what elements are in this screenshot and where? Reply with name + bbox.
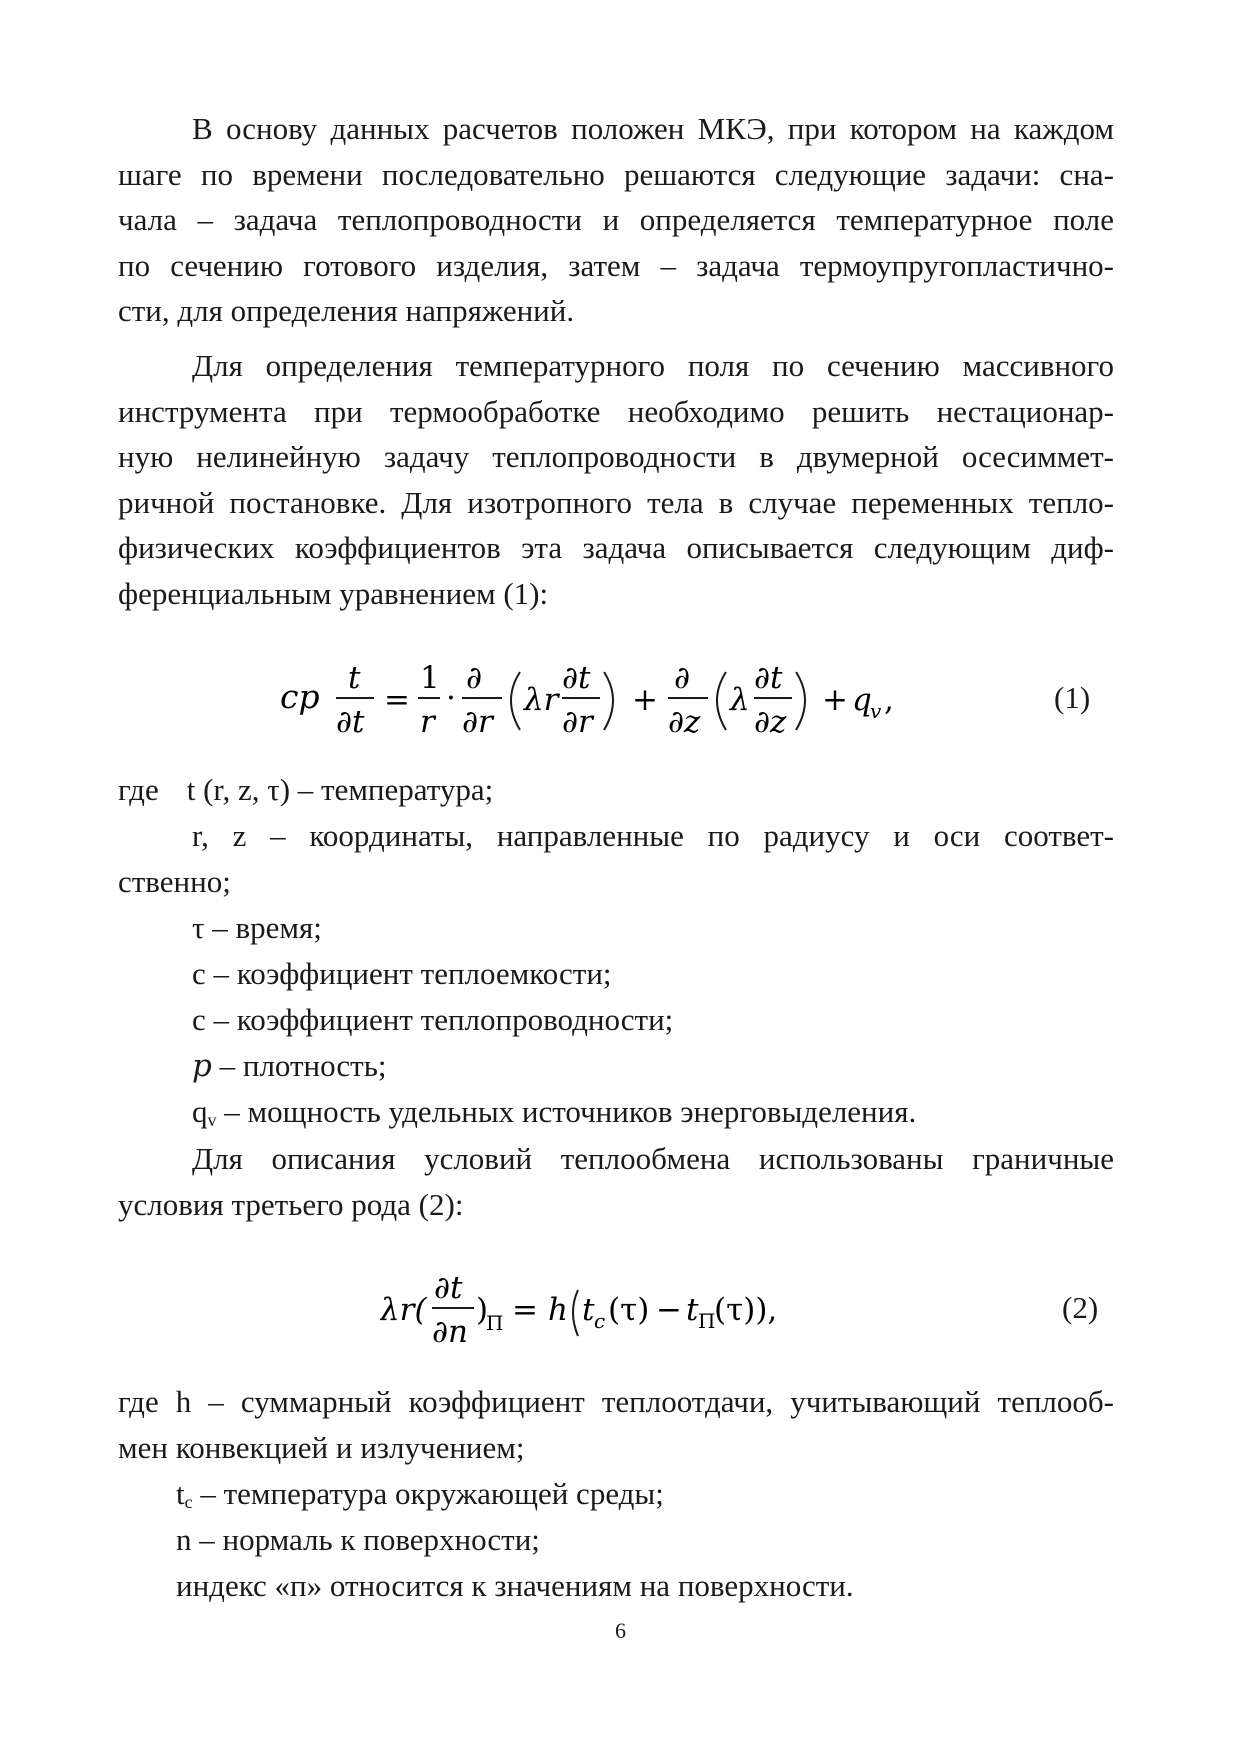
- equation-2-number: (2): [1062, 1290, 1099, 1325]
- paragraph-line: сти, для определения напряжений.: [118, 293, 575, 328]
- eq1-dz-den: ∂z: [754, 704, 787, 740]
- eq1-den-r: r: [420, 704, 435, 740]
- eq1-one: 1: [420, 660, 440, 696]
- paragraph-line: физических коэффициентов эта задача описывается следующим диф-: [118, 530, 1114, 565]
- where-tc-def: [176, 1476, 664, 1512]
- where-t-line: [118, 772, 493, 808]
- eq1-lambda: λ: [730, 682, 750, 718]
- eq1-partial-z: ∂: [674, 660, 691, 696]
- eq2-p-sub: П: [698, 1309, 716, 1333]
- where-qv-def: [192, 1094, 916, 1130]
- eq2-dn: ∂n: [432, 1314, 468, 1350]
- eq1-dr-den: ∂r: [562, 704, 593, 740]
- where-p-def: [192, 1048, 386, 1084]
- tc-def-text: – температура окружающей среды;: [192, 1476, 664, 1511]
- eq2-close-paren: ): [476, 1292, 489, 1328]
- where-c2-def: с – коэффициент теплопроводности;: [192, 1002, 674, 1037]
- p-symbol: p: [192, 1048, 212, 1084]
- eq2-c-sub: c: [594, 1309, 606, 1333]
- where-c-def: с – коэффициент теплоемкости;: [192, 956, 612, 991]
- eq2-t-c: t: [582, 1292, 595, 1328]
- where-h-line2: мен конвекцией и излучением;: [118, 1430, 525, 1465]
- eq1-plus-2: +: [822, 682, 848, 718]
- eq1-q-sub: v: [870, 699, 882, 723]
- qv-subscript: v: [207, 1110, 217, 1130]
- eq2-sub-p: П: [486, 1311, 504, 1335]
- eq1-equals: =: [384, 682, 410, 718]
- eq2-minus: −: [656, 1292, 682, 1328]
- eq1-paren-close-2: [796, 672, 805, 730]
- eq2-tail: (τ)),: [714, 1292, 778, 1328]
- eq1-paren-open: [511, 672, 520, 730]
- eq1-dt-num: ∂t: [562, 660, 591, 696]
- page-number: 6: [615, 1618, 626, 1643]
- paragraph-fem-intro: [118, 106, 1114, 334]
- tc-subscript: c: [184, 1492, 193, 1512]
- paragraph-line: шаге по времени последовательно решаются следующие задачи: сна-: [118, 156, 1114, 192]
- paragraph-line: ричной постановке. Для изотропного тела в случае переменных тепло-: [118, 484, 1114, 520]
- paragraph-line: инструмента при термообработке необходимо решить нестационар-: [118, 393, 1114, 429]
- eq1-paren-close: [604, 672, 613, 730]
- eq2-dt: ∂t: [434, 1270, 463, 1306]
- equation-1: [280, 650, 900, 760]
- p-def-text: – плотность;: [211, 1048, 387, 1083]
- eq1-plus: +: [632, 682, 658, 718]
- paragraph-temperature-field: [118, 343, 1114, 616]
- paragraph-line: ную нелинейную задачу теплопроводности в двумерной осесиммет-: [118, 439, 1114, 474]
- where-lead: где: [118, 772, 159, 807]
- eq1-lambda-r: λr: [524, 682, 559, 718]
- eq2-equals: =: [512, 1292, 538, 1328]
- eq1-paren-open-2: [717, 672, 726, 730]
- where-n-def: n – нормаль к поверхности;: [176, 1522, 540, 1557]
- paragraph-line: Для описания условий теплообмена использованы граничные: [192, 1141, 1114, 1176]
- eq2-t-p: t: [686, 1292, 699, 1328]
- eq2-lambda-r: λr(: [380, 1292, 427, 1328]
- paragraph-line: В основу данных расчетов положен МКЭ, при котором на каждом: [192, 111, 1114, 146]
- paragraph-line: ференциальным уравнением (1):: [118, 575, 549, 611]
- eq1-partial: ∂: [466, 660, 483, 696]
- eq2-paren-open: [573, 1290, 578, 1336]
- eq1-num-t: t: [348, 660, 361, 696]
- equation-2: [380, 1262, 800, 1362]
- eq2-tau-1: (τ): [608, 1292, 650, 1328]
- paragraph-line: чала – задача теплопроводности и определяется температурное поле: [118, 202, 1114, 237]
- where-rz-line1: r, z – координаты, направленные по радиусу и оси соответ-: [192, 818, 1114, 853]
- eq1-den-dt: ∂t: [336, 704, 365, 740]
- eq1-comma: ,: [884, 682, 894, 718]
- eq2-h: h: [548, 1292, 568, 1328]
- where-tau-def: τ – время;: [192, 910, 322, 945]
- paragraph-boundary-conditions: [118, 1136, 1114, 1227]
- qv-symbol: q: [192, 1094, 208, 1129]
- paragraph-line: условия третьего рода (2):: [118, 1186, 464, 1222]
- eq1-dt-num-2: ∂t: [754, 660, 783, 696]
- tc-symbol: t: [176, 1476, 185, 1511]
- equation-1-number: (1): [1054, 680, 1091, 715]
- eq1-dz: ∂z: [668, 704, 701, 740]
- paragraph-line: Для определения температурного поля по сечению массивного: [192, 348, 1114, 383]
- qv-def-text: – мощность удельных источников энерговыделения.: [216, 1094, 917, 1129]
- eq1-dr: ∂r: [462, 704, 493, 740]
- where-rz-line2: ственно;: [118, 864, 231, 899]
- where-h-line1: где h – суммарный коэффициент теплоотдачи, учитывающий теплооб-: [118, 1384, 1114, 1419]
- eq1-dot: ·: [446, 680, 456, 716]
- eq1-q: q: [852, 682, 872, 718]
- paragraph-line: по сечению готового изделия, затем – задача термоупругопластично-: [118, 247, 1114, 283]
- where-t-def: t (r, z, τ) – температура;: [186, 772, 494, 807]
- eq1-cp: cp: [280, 677, 320, 716]
- where-index-def: индекс «п» относится к значениям на поверхности.: [176, 1568, 854, 1603]
